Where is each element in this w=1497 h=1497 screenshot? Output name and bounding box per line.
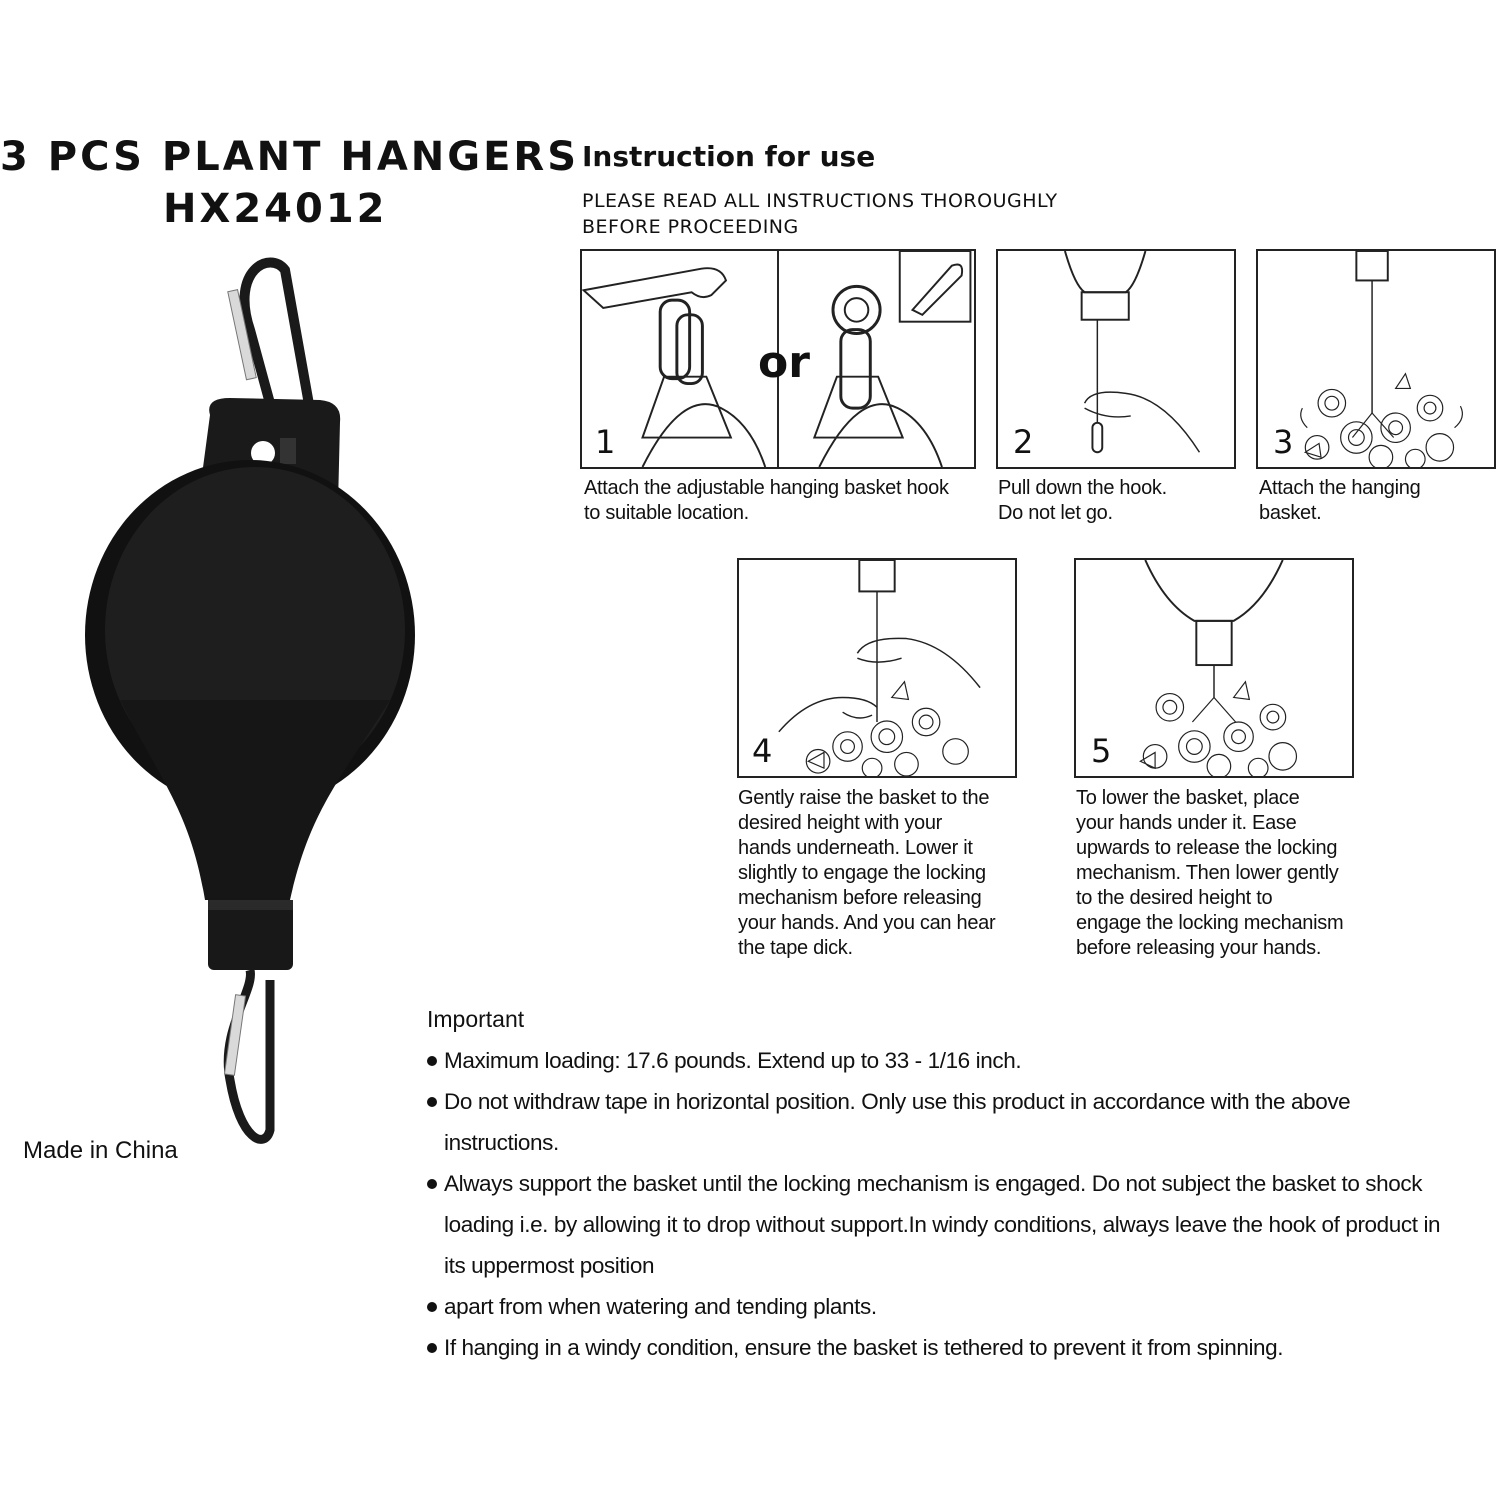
step-2-illustration <box>998 251 1234 467</box>
carabiner-icon <box>224 970 270 1139</box>
flower-bouquet-icon <box>806 708 968 776</box>
step-3-caption <box>1259 476 1420 526</box>
caption-line: To lower the basket, place <box>1076 787 1300 809</box>
caption-line: to the desired height to <box>1076 887 1273 909</box>
butterfly-icon <box>808 682 908 768</box>
step-5-panel <box>1074 558 1354 778</box>
important-bullet: Always support the basket until the locking mechanism is engaged. Do not subject the basket to shock loading i.e. by allowing it to drop without support.In windy conditions, always leave the hook of product in its uppermost position <box>427 1163 1467 1286</box>
hand-icon <box>779 638 980 731</box>
step-2-caption <box>998 476 1167 526</box>
caption-line: mechanism before releasing <box>738 887 982 909</box>
step-1-panel <box>580 249 976 469</box>
instructions-subheading-line-2: BEFORE PROCEEDING <box>582 216 799 238</box>
caption-line: your hands under it. Ease <box>1076 812 1297 834</box>
caption-line: Do not let go. <box>998 502 1113 524</box>
step-3-panel <box>1256 249 1496 469</box>
product-model: HX24012 <box>163 186 388 232</box>
caption-line: mechanism. Then lower gently <box>1076 862 1339 884</box>
caption-line: to suitable location. <box>584 502 749 524</box>
step-4-panel <box>737 558 1017 778</box>
important-bullet: apart from when watering and tending plants. <box>427 1286 1467 1327</box>
caption-line: the tape dick. <box>738 937 853 959</box>
important-bullet: Maximum loading: 17.6 pounds. Extend up to 33 - 1/16 inch. <box>427 1040 1467 1081</box>
flower-bouquet-icon <box>1143 694 1296 776</box>
caption-line: before releasing your hands. <box>1076 937 1322 959</box>
product-title: 3 PCS PLANT HANGERS <box>0 134 580 180</box>
step-1-number: 1 <box>595 423 616 461</box>
step-3-illustration <box>1258 251 1494 467</box>
step-4-illustration <box>739 560 1015 776</box>
step-5-illustration <box>1076 560 1352 776</box>
flower-bouquet-icon <box>1301 389 1463 467</box>
caption-line: basket. <box>1259 502 1322 524</box>
caption-line: slightly to engage the locking <box>738 862 986 884</box>
instructions-heading: Instruction for use <box>582 140 876 173</box>
caption-line: Pull down the hook. <box>998 477 1167 499</box>
caption-line: engage the locking mechanism <box>1076 912 1344 934</box>
or-label: or <box>758 337 810 388</box>
important-heading: Important <box>427 1006 525 1032</box>
caption-line: Attach the adjustable hanging basket hook <box>584 477 949 499</box>
butterfly-icon <box>1140 682 1249 768</box>
step-5-number: 5 <box>1091 732 1112 770</box>
caption-line: your hands. And you can hear <box>738 912 996 934</box>
step-1-caption <box>584 476 949 526</box>
instructions-subheading-line-1: PLEASE READ ALL INSTRUCTIONS THOROUGHLY <box>582 190 1058 212</box>
made-in-label: Made in China <box>23 1137 178 1164</box>
step-3-number: 3 <box>1273 423 1294 461</box>
step-2-panel <box>996 249 1236 469</box>
step-5-caption <box>1076 786 1343 961</box>
step-4-caption <box>738 786 995 961</box>
caption-line: upwards to release the locking <box>1076 837 1338 859</box>
step-4-number: 4 <box>752 732 773 770</box>
caption-line: Gently raise the basket to the <box>738 787 990 809</box>
caption-line: Attach the hanging <box>1259 477 1421 499</box>
step-2-number: 2 <box>1013 423 1034 461</box>
important-list <box>427 1040 1467 1368</box>
retractable-plant-hanger-icon <box>80 250 430 1150</box>
caption-line: hands underneath. Lower it <box>738 837 973 859</box>
important-bullet: Do not withdraw tape in horizontal position. Only use this product in accordance with the above instructions. <box>427 1081 1467 1163</box>
caption-line: desired height with your <box>738 812 943 834</box>
important-bullet: If hanging in a windy condition, ensure the basket is tethered to prevent it from spinning. <box>427 1327 1467 1368</box>
instructions-subheading <box>582 188 1058 240</box>
